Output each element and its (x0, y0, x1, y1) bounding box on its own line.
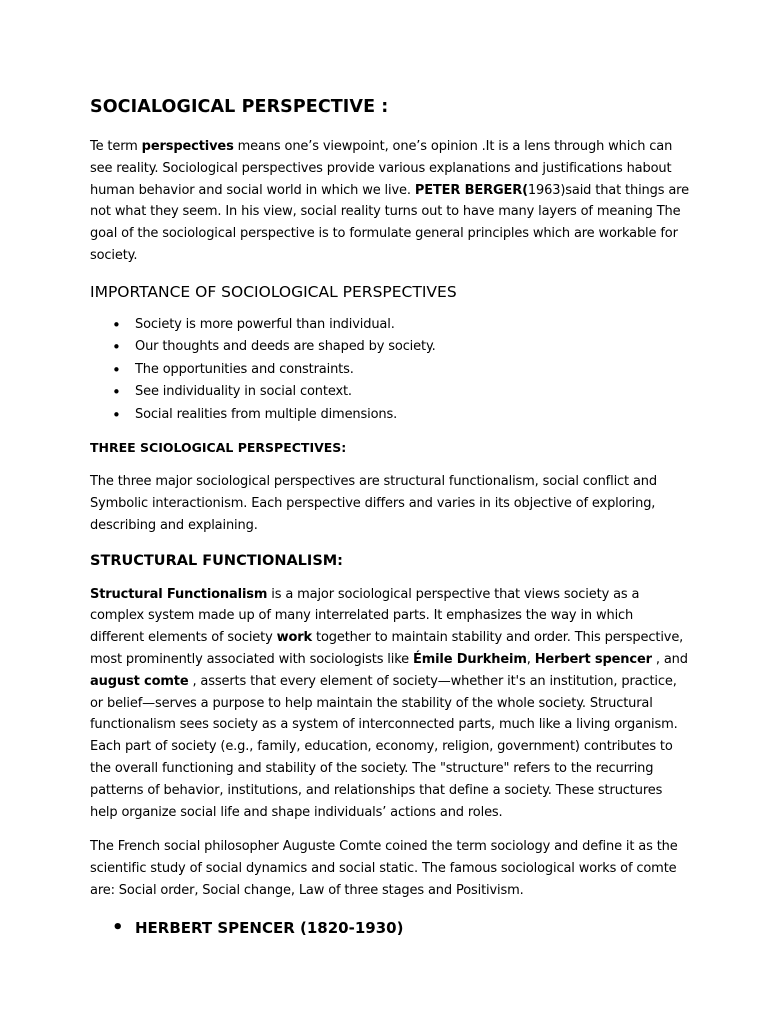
sf-text-4: , and (651, 652, 688, 668)
page-title: SOCIALOGICAL PERSPECTIVE : (90, 97, 389, 117)
three-perspectives-heading: THREE SCIOLOGICAL PERSPECTIVES: (90, 440, 347, 456)
list-item: • See individuality in social context. (90, 381, 690, 404)
intro-text-1: Te term (90, 139, 142, 154)
list-item: • Society is more powerful than individual. (90, 314, 690, 337)
sf-bold-spencer: Herbert spencer (534, 652, 652, 668)
intro-bold-perspectives: perspectives (141, 139, 234, 154)
sf-text-1: is a major sociological perspective that views society as a complex system made up of many interrelated parts. It emphasizes the way in which different elements of society (90, 586, 640, 646)
structural-functionalism-heading: STRUCTURAL FUNCTIONALISM: (90, 552, 343, 569)
importance-list (90, 314, 690, 427)
importance-heading: IMPORTANCE OF SOCIOLOGICAL PERSPECTIVES (90, 282, 457, 301)
intro-text-3: 1963)said that things are not what they seem. In his view, social reality turns out to have many layers of meaning The goal of the sociological perspective is to formulate general principles which are workable for society. (90, 182, 689, 263)
list-item: • Social realities from multiple dimensions. (90, 404, 690, 427)
intro-bold-peter-berger: PETER BERGER( (414, 182, 528, 198)
list-item: • Our thoughts and deeds are shaped by society. (90, 336, 690, 359)
comte-paragraph: The French social philosopher Auguste Comte coined the term sociology and define it as the scientific study of social dynamics and social static. The famous sociological works of comte are: Social order, Social change, Law of three stages and Positivism. (90, 839, 678, 899)
document-content (90, 94, 690, 940)
list-item: • The opportunities and constraints. (90, 359, 690, 382)
sf-bold-work: work (276, 630, 313, 646)
herbert-spencer-heading: • HERBERT SPENCER (1820-1930) (90, 916, 690, 940)
sf-bold-durkheim: Émile Durkheim (412, 652, 527, 668)
sf-bold-structural-functionalism: Structural Functionalism (90, 586, 268, 602)
intro-paragraph (90, 136, 690, 267)
sf-text-3: , (526, 652, 535, 668)
intro-text-2: means one’s viewpoint, one’s opinion .It is a lens through which can see reality. Sociological perspectives provide various explanations and justifications habout human behavior and social world in which we live. (90, 139, 673, 198)
sf-bold-comte: august comte (90, 673, 189, 689)
sf-text-5: , asserts that every element of society—whether it's an institution, practice, or belief—serves a purpose to help maintain the stability of the whole society. Structural functionalism sees society as a system of interconnected parts, much like a living organism. Each part of society (e.g., family, education, economy, religion, government) contributes to the overall functioning and stability of the society. The "structure" refers to the recurring patterns of behavior, institutions, and relationships that define a society. These structures help organize social life and shape individuals’ actions and roles. (90, 673, 678, 820)
three-perspectives-paragraph: The three major sociological perspectives are structural functionalism, social conflict and Symbolic interactionism. Each perspective differs and varies in its objective of exploring, describing and explaining. (90, 474, 657, 533)
sf-text-2: together to maintain stability and order. This perspective, most prominently associated with sociologists like (90, 630, 684, 668)
structural-functionalism-paragraph (90, 584, 690, 824)
